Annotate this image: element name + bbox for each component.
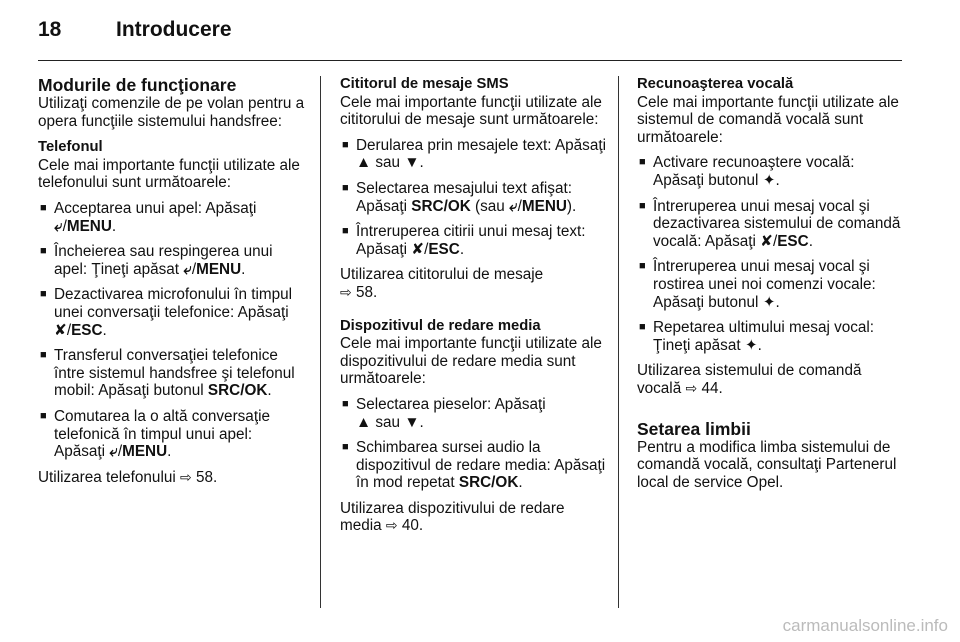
arrow-down-icon: ▼ (404, 154, 420, 172)
section-heading-language-setting: Setarea limbii (637, 418, 751, 439)
subheading-voice-recognition: Recunoaşterea vocală (637, 76, 794, 92)
subheading-sms-reader: Cititorul de mesaje SMS (340, 76, 509, 92)
header-rule (38, 60, 902, 61)
page-reference-icon: ⇨ (385, 517, 398, 534)
list-item: ■ Comutarea la o altă conversaţie telefonică în timpul unui apel: Apăsaţi ⤶/MENU. (38, 408, 306, 461)
arrow-down-icon: ▼ (404, 413, 420, 431)
voice-usage-reference: Utilizarea sistemului de comandă vocală ⇨ 44. (637, 362, 862, 397)
phone-icon: ⤶ (54, 217, 63, 235)
list-item: ■ Selectarea pieselor: Apăsaţi ▲ sau ▼. (340, 396, 608, 431)
list-item: ■ Acceptarea unui apel: Apăsaţi ⤶/MENU. (38, 200, 306, 235)
list-item: ■ Încheierea sau respingerea unui apel: Ţineţi apăsat ⤶/MENU. (38, 243, 306, 278)
list-item: ■ Derularea prin mesajele text: Apăsaţi ▲ sau ▼. (340, 137, 608, 172)
list-item: ■ Întreruperea unui mesaj vocal şi rostirea unei noi comenzi vocale: Apăsaţi butonul ✦. (637, 258, 907, 311)
list-item: ■ Întreruperea unui mesaj vocal şi dezactivarea sistemului de comandă vocală: Apăsaţi ✘/ESC. (637, 198, 907, 251)
voice-icon: ✦ (762, 171, 776, 189)
page-reference-icon: ⇨ (340, 283, 352, 300)
subheading-media-player: Dispozitivul de redare media (340, 317, 541, 334)
list-item: ■ Selectarea mesajului text afişat: Apăsaţi SRC/OK (sau ⤶/MENU). (340, 180, 608, 215)
sms-lead: Cele mai importante funcţii utilizate ale cititorului de mesaje sunt următoarele: (340, 93, 602, 129)
list-item: ■ Întreruperea citirii unui mesaj text: Apăsaţi ✘/ESC. (340, 223, 608, 258)
language-paragraph: Pentru a modifica limba sistemului de comandă vocală, consultaţi Partenerul local de service Opel. (637, 438, 897, 491)
arrow-up-icon: ▲ (356, 154, 372, 172)
voice-icon: ✦ (744, 336, 758, 354)
voice-lead: Cele mai importante funcţii utilizate ale sistemul de comandă vocală sunt următoarele: (637, 93, 899, 146)
voice-icon: ✦ (762, 293, 776, 311)
column-divider (320, 76, 321, 608)
intro-paragraph: Utilizaţi comenzile de pe volan pentru a opera funcţiile sistemului handsfree: (38, 95, 305, 130)
phone-icon: ⤶ (109, 443, 118, 461)
mute-icon: ✘ (54, 321, 67, 339)
list-item: ■ Repetarea ultimului mesaj vocal: Ţineţi apăsat ✦. (637, 319, 907, 354)
watermark: carmanualsonline.info (782, 616, 948, 635)
column-divider (618, 76, 619, 608)
media-usage-reference: Utilizarea dispozitivului de redare media ⇨ 40. (340, 499, 565, 535)
list-item: ■ Activare recunoaştere vocală: Apăsaţi butonul ✦. (637, 154, 907, 189)
arrow-up-icon: ▲ (356, 413, 372, 431)
column-2 (340, 76, 608, 535)
phone-usage-reference: Utilizarea telefonului ⇨ 58. (38, 468, 218, 486)
phone-icon: ⤶ (509, 197, 518, 215)
page-title: Introducere (116, 18, 232, 41)
phone-lead: Cele mai importante funcţii utilizate ale telefonului sunt următoarele: (38, 156, 300, 192)
sms-usage-reference: Utilizarea cititorului de mesaje ⇨ 58. (340, 266, 544, 301)
phone-icon: ⤶ (183, 260, 192, 278)
subheading-phone: Telefonul (38, 139, 103, 156)
sms-functions-list (340, 137, 608, 259)
page-reference-icon: ⇨ (180, 468, 192, 485)
list-item: ■ Dezactivarea microfonului în timpul unei conversaţii telefonice: Apăsaţi ✘/ESC. (38, 286, 306, 339)
media-lead: Cele mai importante funcţii utilizate ale dispozitivului de redare media sunt următoarele: (340, 335, 602, 388)
phone-functions-list (38, 200, 306, 461)
section-heading-operating-modes: Modurile de funcţionare (38, 75, 237, 95)
column-3 (637, 76, 907, 491)
page-number: 18 (38, 18, 62, 41)
list-item: ■ Transferul conversaţiei telefonice între sistemul handsfree şi telefonul mobil: Apăsaţi butonul SRC/OK. (38, 347, 306, 400)
column-1 (38, 76, 306, 486)
voice-functions-list (637, 154, 907, 354)
mute-icon: ✘ (411, 240, 425, 258)
page-reference-icon: ⇨ (685, 379, 698, 396)
list-item: ■ Schimbarea sursei audio la dispozitivul de redare media: Apăsaţi în mod repetat SRC/OK. (340, 439, 608, 492)
mute-icon: ✘ (760, 232, 773, 250)
media-functions-list (340, 396, 608, 492)
